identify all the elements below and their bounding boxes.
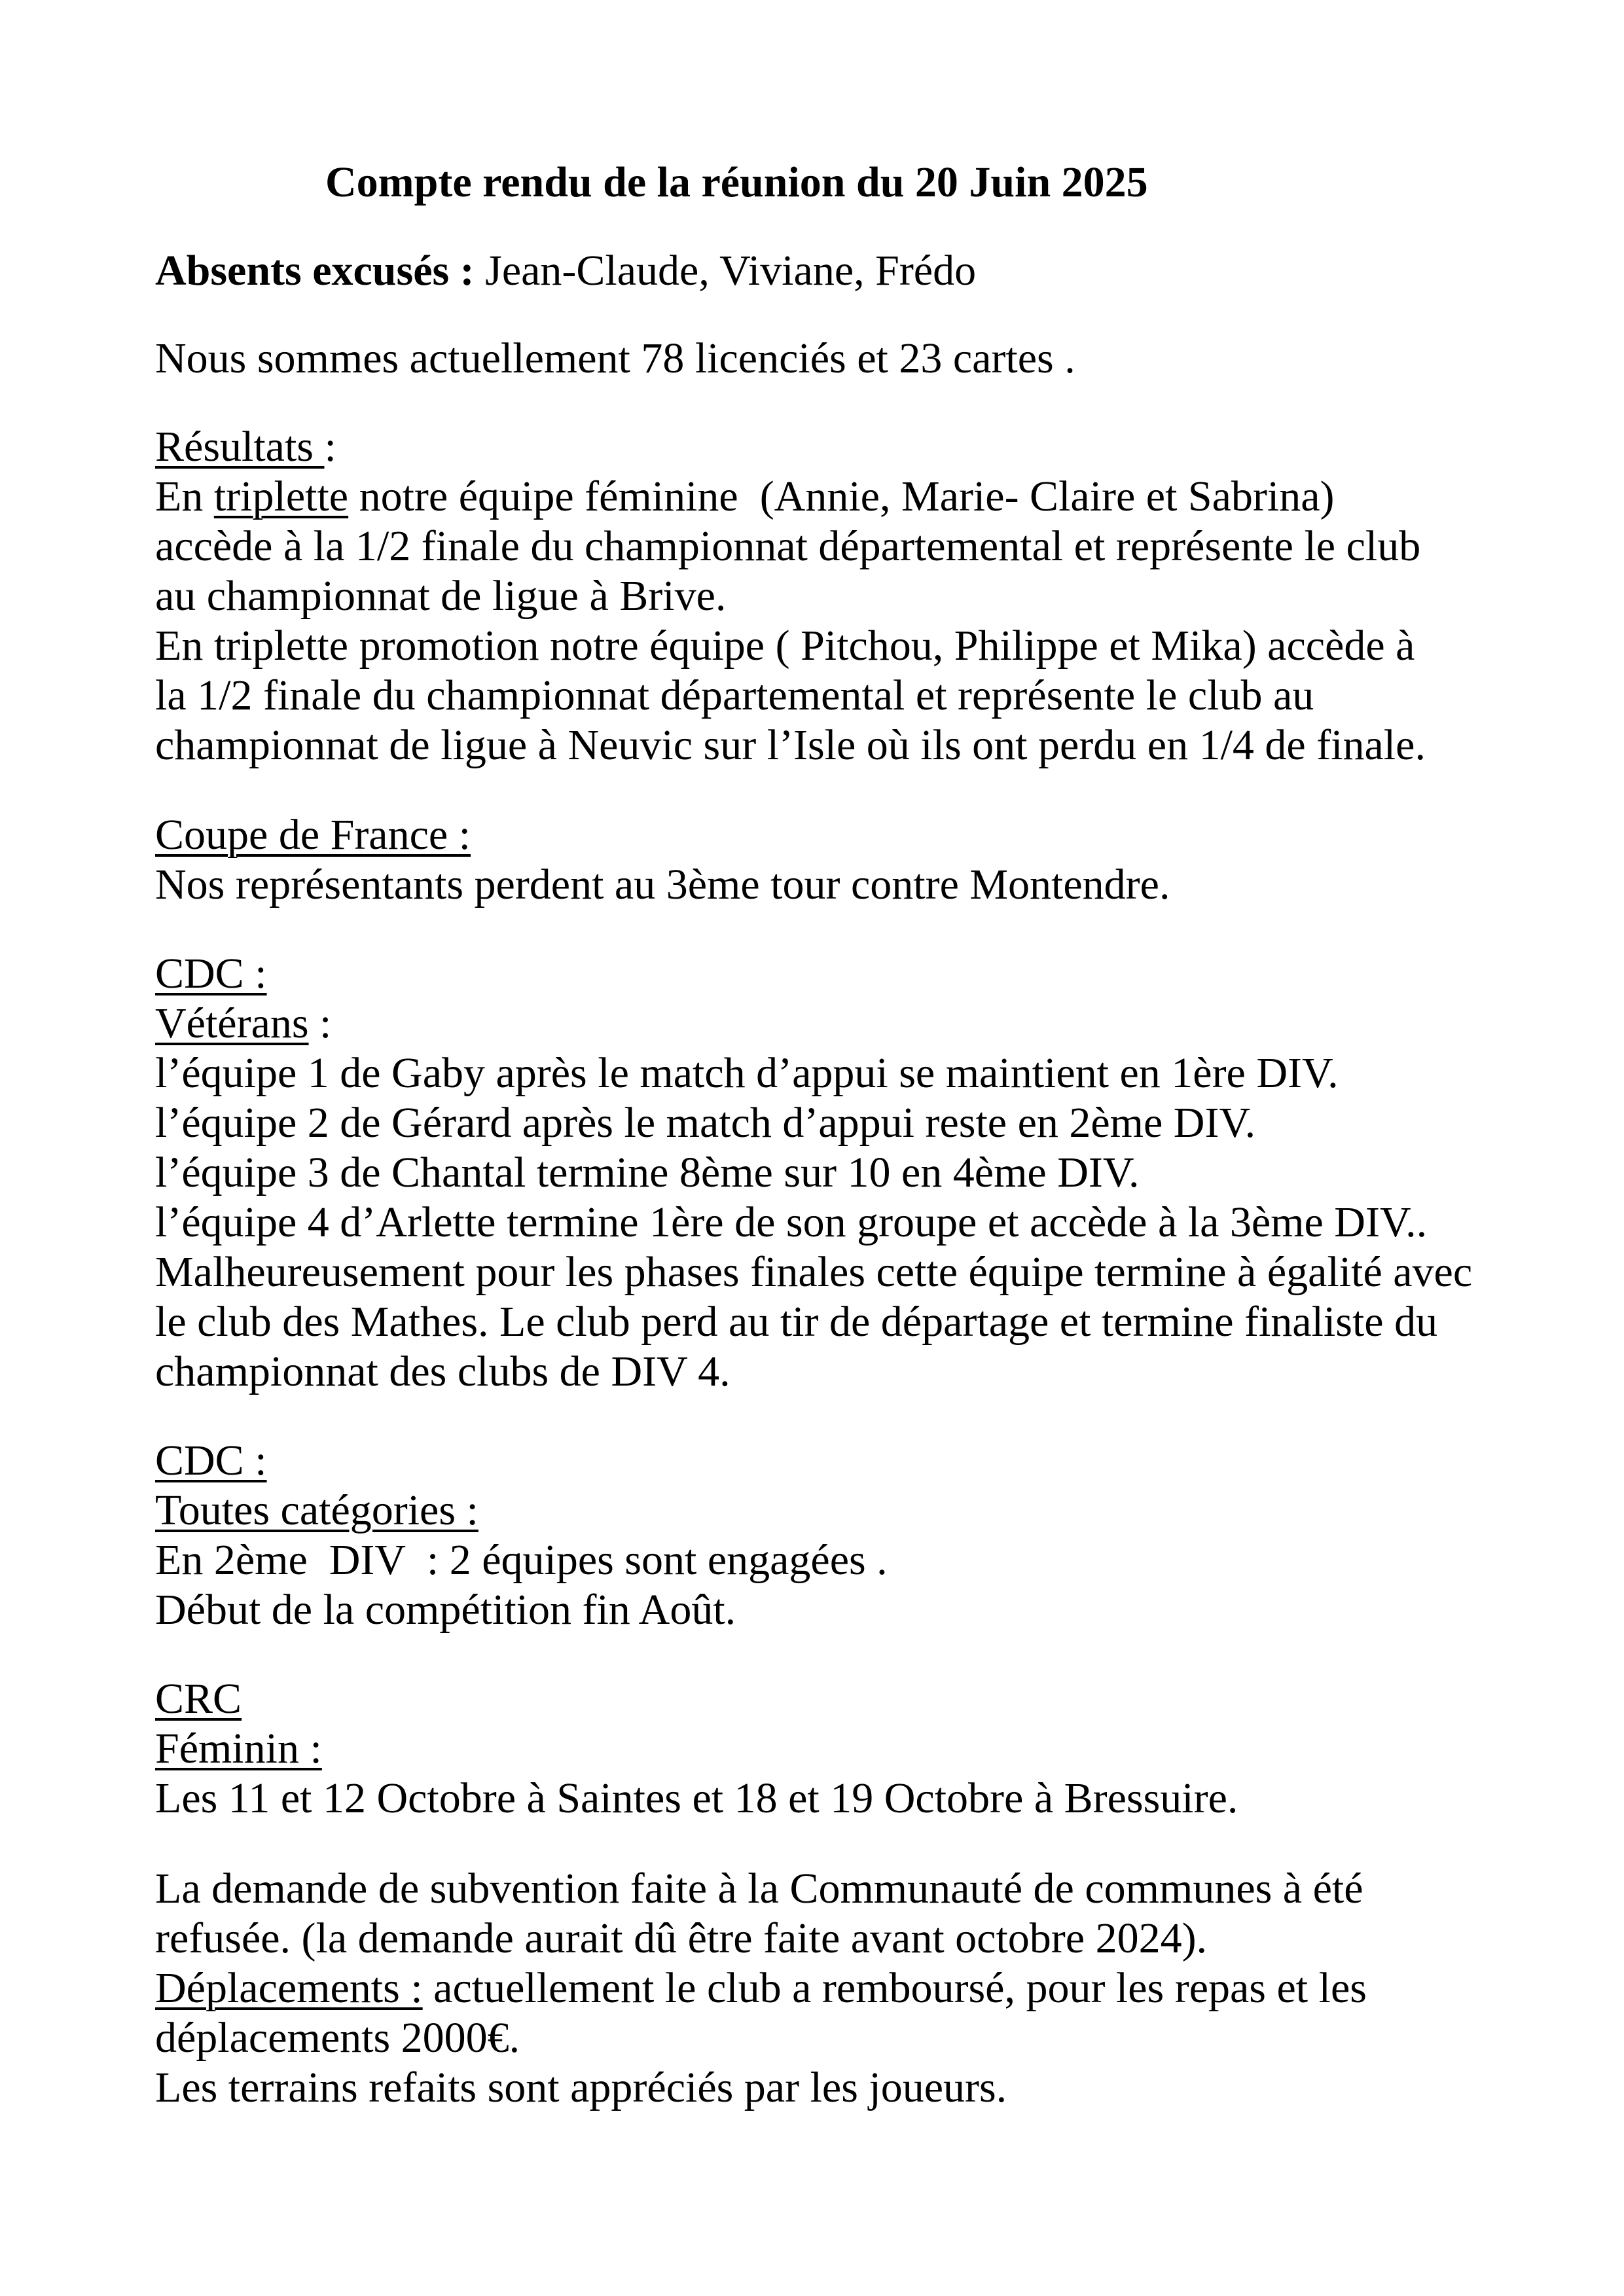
resultats-line [155, 472, 1335, 522]
triplette-underlined: triplette [213, 473, 349, 520]
resultats-heading [155, 422, 336, 472]
veterans-line: l’équipe 3 de Chantal termine 8ème sur 10 en 4ème DIV. [155, 1149, 1140, 1196]
veterans-line: l’équipe 1 de Gaby après le match d’appui se maintient en 1ère DIV. [155, 1049, 1339, 1097]
veterans-line: l’équipe 4 d’Arlette termine 1ère de son groupe et accède à la 3ème DIV.. [155, 1198, 1428, 1246]
resultats-heading-colon: : [324, 423, 336, 471]
cdc-heading: CDC : [155, 1437, 267, 1484]
resultats-line: la 1/2 finale du championnat départemental et représente le club au [155, 672, 1314, 719]
terrains-line: Les terrains refaits sont appréciés par les joueurs. [155, 2064, 1007, 2111]
crc-text: Les 11 et 12 Octobre à Saintes et 18 et 19 Octobre à Bressuire. [155, 1774, 1238, 1822]
resultats-line: au championnat de ligue à Brive. [155, 572, 727, 620]
toutes-categories-subheading: Toutes catégories : [155, 1486, 478, 1534]
coupe-de-france-text: Nos représentants perdent au 3ème tour contre Montendre. [155, 861, 1170, 908]
subvention-line: refusée. (la demande aurait dû être faite avant octobre 2024). [155, 1914, 1208, 1962]
toutes-categories-line: Début de la compétition fin Août. [155, 1586, 736, 1634]
veterans-subheading-colon: : [308, 999, 332, 1047]
deplacements-line: déplacements 2000€. [155, 2014, 520, 2062]
resultats-line: championnat de ligue à Neuvic sur l’Isle où ils ont perdu en 1/4 de finale. [155, 721, 1426, 769]
veterans-line: le club des Mathes. Le club perd au tir de départage et termine finaliste du [155, 1298, 1438, 1346]
membership-line: Nous sommes actuellement 78 licenciés et 23 cartes . [155, 334, 1075, 382]
resultats-line1-post: notre équipe féminine (Annie, Marie- Claire et Sabrina) [348, 473, 1335, 520]
subvention-line: La demande de subvention faite à la Communauté de communes à été [155, 1865, 1363, 1912]
veterans-line: l’équipe 2 de Gérard après le match d’appui reste en 2ème DIV. [155, 1099, 1256, 1147]
resultats-line: En triplette promotion notre équipe ( Pitchou, Philippe et Mika) accède à [155, 622, 1415, 670]
deplacements-line [155, 1964, 1367, 2013]
feminin-subheading: Féminin : [155, 1725, 322, 1772]
crc-heading: CRC [155, 1675, 242, 1723]
veterans-line: Malheureusement pour les phases finales cette équipe termine à égalité avec [155, 1248, 1473, 1296]
deplacements-text: actuellement le club a remboursé, pour les repas et les [422, 1964, 1367, 2012]
coupe-de-france-heading: Coupe de France : [155, 811, 471, 859]
veterans-subheading [155, 999, 331, 1049]
resultats-line: accède à la 1/2 finale du championnat départemental et représente le club [155, 522, 1421, 570]
toutes-categories-line: En 2ème DIV : 2 équipes sont engagées . [155, 1536, 888, 1584]
document-title: Compte rendu de la réunion du 20 Juin 2025 [325, 158, 1148, 206]
absents-names: Jean-Claude, Viviane, Frédo [474, 247, 977, 295]
deplacements-label: Déplacements : [155, 1964, 423, 2012]
absents-label: Absents excusés : [155, 247, 475, 295]
resultats-heading-text: Résultats [155, 423, 325, 471]
resultats-line1-pre: En [155, 473, 214, 520]
veterans-line: championnat des clubs de DIV 4. [155, 1348, 731, 1395]
absents-line [155, 246, 976, 296]
cdc-heading: CDC : [155, 950, 267, 997]
veterans-subheading-text: Vétérans [155, 999, 309, 1047]
